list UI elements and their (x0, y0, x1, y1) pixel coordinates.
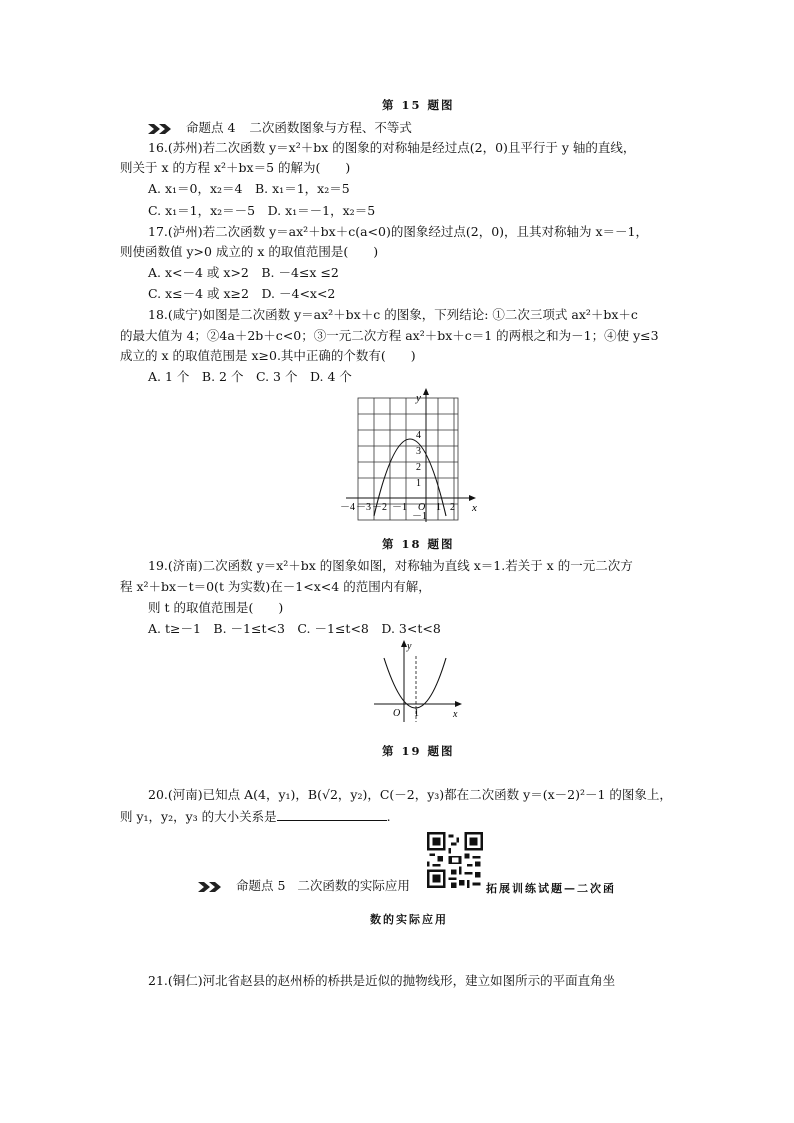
q18-parabola-graph (338, 388, 488, 526)
figure-caption-q19: 第 19 题图 (382, 744, 455, 758)
q17-options-ab: A. x<－4 或 x>2 B. －4≤x ≤2 (148, 265, 339, 280)
q18-origin-label: O (418, 502, 426, 513)
q18-ytick: 2 (416, 462, 421, 473)
topic-heading-4 (148, 120, 412, 136)
q17-options-cd: C. x≤－4 或 x≥2 D. －4<x<2 (148, 286, 336, 301)
q18-xtick: 1 (436, 502, 441, 513)
topic-title: 二次函数图象与方程、不等式 (249, 120, 412, 135)
q16-stem-line1: 16.(苏州)若二次函数 y＝x²＋bx 的图象的对称轴是经过点(2，0)且平行于 y 轴的直线， (148, 140, 636, 155)
q16-stem-line2: 则关于 x 的方程 x²＋bx＝5 的解为( ) (120, 160, 351, 175)
q19-stem-line1: 19.(济南)二次函数 y＝x²＋bx 的图象如图，对称轴为直线 x＝1.若关于 x 的一元二次方 (148, 558, 633, 573)
q18-ytick: －1 (412, 511, 427, 522)
topic-label: 命题点 5 (235, 878, 286, 893)
q20-period: . (386, 809, 391, 824)
q19-options: A. t≥－1 B. －1≤t<3 C. －1≤t<8 D. 3<t<8 (148, 621, 441, 636)
extension-link-line1[interactable]: 拓展训练试题—二次函 (486, 882, 616, 895)
q18-xtick: －3 (356, 502, 371, 513)
q18-ytick: 3 (416, 446, 421, 457)
q19-origin-label: O (393, 708, 401, 719)
q20-stem-text: 则 y₁，y₂，y₃ 的大小关系是 (120, 809, 277, 824)
figure-caption-q15: 第 15 题图 (382, 98, 455, 112)
q21-stem-line1: 21.(铜仁)河北省赵县的赵州桥的桥拱是近似的抛物线形，建立如图所示的平面直角坐 (148, 973, 616, 988)
q18-options: A. 1 个 B. 2 个 C. 3 个 D. 4 个 (148, 369, 352, 384)
q17-stem-line1: 17.(泸州)若二次函数 y＝ax²＋bx＋c(a<0)的图象经过点(2，0)，且其对称轴为 x＝－1， (148, 224, 649, 239)
q19-parabola-graph (368, 638, 464, 724)
q20-stem-line2 (120, 808, 391, 825)
q18-ytick: 1 (416, 478, 421, 489)
q19-stem-line2: 程 x²＋bx－t＝0(t 为实数)在－1<x<4 的范围内有解， (120, 579, 431, 594)
q18-axis-y-label: y (416, 392, 421, 404)
topic-title: 二次函数的实际应用 (297, 878, 410, 893)
q19-axis-y-label: y (407, 641, 412, 652)
q16-options-cd: C. x₁＝1，x₂＝－5 D. x₁＝－1，x₂＝5 (148, 203, 376, 218)
q18-xtick: －1 (392, 502, 407, 513)
q19-stem-line3: 则 t 的取值范围是( ) (148, 600, 284, 615)
q17-stem-line2: 则使函数值 y>0 成立的 x 的取值范围是( ) (120, 244, 379, 259)
q18-ytick: 4 (416, 430, 421, 441)
double-arrow-icon (198, 881, 224, 893)
q20-answer-blank (277, 808, 387, 821)
q18-xtick: －4 (340, 502, 355, 513)
topic-label: 命题点 4 (185, 120, 236, 135)
figure-caption-q18: 第 18 题图 (382, 537, 455, 551)
q20-stem-line1: 20.(河南)已知点 A(4，y₁)，B(√2，y₂)，C(－2，y₃)都在二次函数 y＝(x－2)²－1 的图象上， (148, 787, 672, 802)
double-arrow-icon (148, 123, 174, 135)
q19-axis-x-label: x (453, 709, 458, 720)
q18-axis-x-label: x (472, 502, 477, 514)
q18-xtick: －2 (372, 502, 387, 513)
q19-xtick: 1 (414, 708, 419, 719)
q18-xtick: 2 (450, 502, 455, 513)
q18-stem-line2: 的最大值为 4；②4a＋2b＋c<0；③一元二次方程 ax²＋bx＋c＝1 的两根之和为－1；④使 y≤3 (120, 328, 659, 343)
topic-heading-5 (198, 878, 410, 894)
q16-options-ab: A. x₁＝0，x₂＝4 B. x₁＝1，x₂＝5 (148, 181, 350, 196)
qr-code-icon (427, 832, 483, 888)
q18-stem-line1: 18.(咸宁)如图是二次函数 y＝ax²＋bx＋c 的图象，下列结论: ①二次三项式 ax²＋bx＋c (148, 307, 638, 322)
extension-link-line2[interactable]: 数的实际应用 (370, 913, 448, 926)
q18-stem-line3: 成立的 x 的取值范围是 x≥0.其中正确的个数有( ) (120, 348, 416, 363)
